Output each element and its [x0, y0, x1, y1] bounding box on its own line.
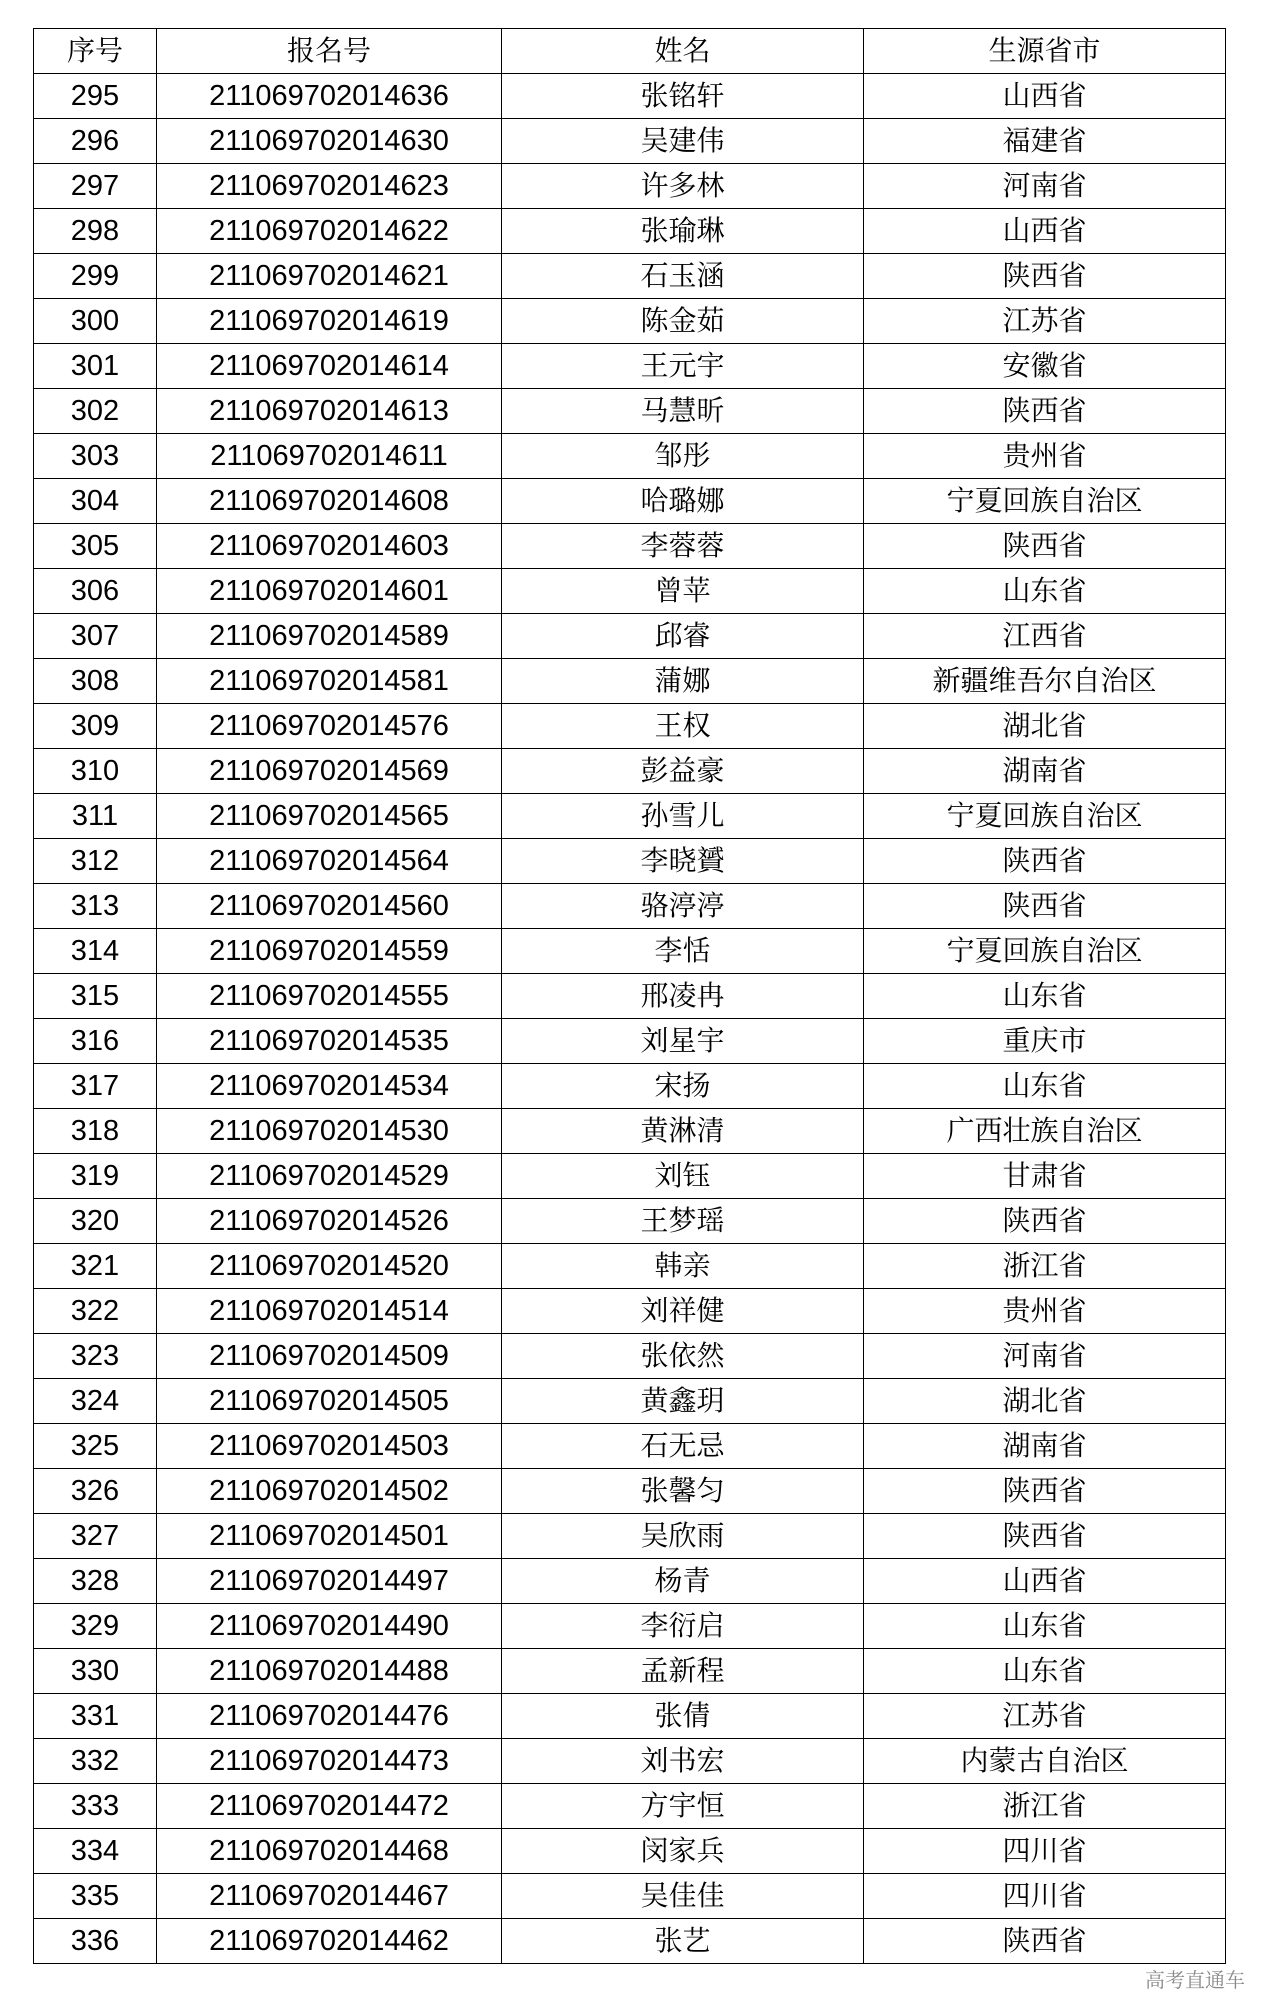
cell-province: 陕西省	[864, 1514, 1226, 1559]
table-row	[34, 1874, 1226, 1919]
cell-seq: 324	[34, 1379, 157, 1424]
table-row	[34, 1739, 1226, 1784]
table-row	[34, 479, 1226, 524]
cell-name: 王梦瑶	[502, 1199, 864, 1244]
cell-seq: 334	[34, 1829, 157, 1874]
cell-name: 刘星宇	[502, 1019, 864, 1064]
cell-seq: 298	[34, 209, 157, 254]
header-province: 生源省市	[864, 29, 1226, 74]
header-name: 姓名	[502, 29, 864, 74]
cell-reg-no: 211069702014476	[157, 1694, 502, 1739]
table-row	[34, 209, 1226, 254]
cell-name: 王权	[502, 704, 864, 749]
cell-seq: 296	[34, 119, 157, 164]
cell-seq: 311	[34, 794, 157, 839]
cell-name: 张倩	[502, 1694, 864, 1739]
table-row	[34, 434, 1226, 479]
table-row	[34, 1829, 1226, 1874]
cell-province: 江西省	[864, 614, 1226, 659]
table-row	[34, 1784, 1226, 1829]
cell-reg-no: 211069702014526	[157, 1199, 502, 1244]
table-row	[34, 1379, 1226, 1424]
cell-province: 宁夏回族自治区	[864, 929, 1226, 974]
cell-province: 湖北省	[864, 704, 1226, 749]
cell-reg-no: 211069702014565	[157, 794, 502, 839]
table-row	[34, 569, 1226, 614]
cell-province: 山东省	[864, 1604, 1226, 1649]
header-seq: 序号	[34, 29, 157, 74]
cell-reg-no: 211069702014503	[157, 1424, 502, 1469]
cell-name: 哈璐娜	[502, 479, 864, 524]
table-row	[34, 794, 1226, 839]
cell-reg-no: 211069702014490	[157, 1604, 502, 1649]
cell-reg-no: 211069702014611	[157, 434, 502, 479]
cell-seq: 328	[34, 1559, 157, 1604]
table-row	[34, 524, 1226, 569]
cell-reg-no: 211069702014520	[157, 1244, 502, 1289]
cell-province: 浙江省	[864, 1244, 1226, 1289]
cell-reg-no: 211069702014462	[157, 1919, 502, 1964]
table-row	[34, 1604, 1226, 1649]
table-row	[34, 929, 1226, 974]
cell-province: 陕西省	[864, 839, 1226, 884]
cell-name: 方宇恒	[502, 1784, 864, 1829]
cell-province: 宁夏回族自治区	[864, 794, 1226, 839]
cell-name: 邱睿	[502, 614, 864, 659]
table-row	[34, 659, 1226, 704]
cell-seq: 304	[34, 479, 157, 524]
cell-reg-no: 211069702014467	[157, 1874, 502, 1919]
cell-province: 山东省	[864, 569, 1226, 614]
cell-province: 陕西省	[864, 524, 1226, 569]
cell-seq: 302	[34, 389, 157, 434]
cell-name: 李晓贇	[502, 839, 864, 884]
table-row	[34, 1424, 1226, 1469]
cell-seq: 321	[34, 1244, 157, 1289]
table-body	[34, 74, 1226, 1964]
cell-reg-no: 211069702014589	[157, 614, 502, 659]
cell-name: 张艺	[502, 1919, 864, 1964]
cell-seq: 336	[34, 1919, 157, 1964]
cell-province: 陕西省	[864, 389, 1226, 434]
cell-name: 宋扬	[502, 1064, 864, 1109]
cell-name: 黄淋清	[502, 1109, 864, 1154]
cell-province: 山东省	[864, 1064, 1226, 1109]
cell-reg-no: 211069702014530	[157, 1109, 502, 1154]
cell-seq: 309	[34, 704, 157, 749]
table-row	[34, 614, 1226, 659]
cell-name: 许多林	[502, 164, 864, 209]
cell-reg-no: 211069702014505	[157, 1379, 502, 1424]
cell-seq: 306	[34, 569, 157, 614]
table-row	[34, 749, 1226, 794]
table-row	[34, 389, 1226, 434]
cell-name: 张铭轩	[502, 74, 864, 119]
cell-name: 孟新程	[502, 1649, 864, 1694]
cell-seq: 327	[34, 1514, 157, 1559]
cell-name: 王元宇	[502, 344, 864, 389]
cell-province: 山东省	[864, 974, 1226, 1019]
cell-reg-no: 211069702014559	[157, 929, 502, 974]
cell-seq: 335	[34, 1874, 157, 1919]
cell-province: 贵州省	[864, 434, 1226, 479]
cell-name: 闵家兵	[502, 1829, 864, 1874]
cell-reg-no: 211069702014636	[157, 74, 502, 119]
cell-reg-no: 211069702014630	[157, 119, 502, 164]
table-row	[34, 1244, 1226, 1289]
cell-reg-no: 211069702014608	[157, 479, 502, 524]
cell-name: 石无忌	[502, 1424, 864, 1469]
cell-seq: 323	[34, 1334, 157, 1379]
cell-seq: 316	[34, 1019, 157, 1064]
cell-reg-no: 211069702014502	[157, 1469, 502, 1514]
cell-seq: 331	[34, 1694, 157, 1739]
table-row	[34, 839, 1226, 884]
cell-name: 陈金茹	[502, 299, 864, 344]
cell-seq: 310	[34, 749, 157, 794]
cell-province: 福建省	[864, 119, 1226, 164]
cell-name: 邢凌冉	[502, 974, 864, 1019]
cell-reg-no: 211069702014468	[157, 1829, 502, 1874]
cell-province: 新疆维吾尔自治区	[864, 659, 1226, 704]
cell-seq: 326	[34, 1469, 157, 1514]
table-row	[34, 704, 1226, 749]
cell-seq: 320	[34, 1199, 157, 1244]
table-row	[34, 1154, 1226, 1199]
table-row	[34, 74, 1226, 119]
cell-province: 陕西省	[864, 884, 1226, 929]
cell-reg-no: 211069702014473	[157, 1739, 502, 1784]
cell-name: 韩亲	[502, 1244, 864, 1289]
cell-seq: 312	[34, 839, 157, 884]
cell-reg-no: 211069702014560	[157, 884, 502, 929]
cell-province: 重庆市	[864, 1019, 1226, 1064]
cell-name: 曾苹	[502, 569, 864, 614]
cell-reg-no: 211069702014614	[157, 344, 502, 389]
cell-province: 甘肃省	[864, 1154, 1226, 1199]
cell-reg-no: 211069702014501	[157, 1514, 502, 1559]
cell-province: 湖北省	[864, 1379, 1226, 1424]
watermark-text: 高考直通车	[1145, 1968, 1245, 1992]
cell-name: 张依然	[502, 1334, 864, 1379]
table-row	[34, 1199, 1226, 1244]
cell-reg-no: 211069702014619	[157, 299, 502, 344]
cell-reg-no: 211069702014603	[157, 524, 502, 569]
cell-name: 李恬	[502, 929, 864, 974]
cell-name: 吴建伟	[502, 119, 864, 164]
table-row	[34, 119, 1226, 164]
cell-seq: 315	[34, 974, 157, 1019]
table-row	[34, 1694, 1226, 1739]
cell-province: 山西省	[864, 1559, 1226, 1604]
cell-name: 杨青	[502, 1559, 864, 1604]
cell-seq: 305	[34, 524, 157, 569]
cell-seq: 318	[34, 1109, 157, 1154]
cell-reg-no: 211069702014601	[157, 569, 502, 614]
cell-name: 黄鑫玥	[502, 1379, 864, 1424]
cell-seq: 307	[34, 614, 157, 659]
cell-province: 河南省	[864, 164, 1226, 209]
cell-province: 江苏省	[864, 1694, 1226, 1739]
cell-province: 安徽省	[864, 344, 1226, 389]
cell-reg-no: 211069702014613	[157, 389, 502, 434]
table-row	[34, 1334, 1226, 1379]
cell-province: 陕西省	[864, 1469, 1226, 1514]
cell-reg-no: 211069702014497	[157, 1559, 502, 1604]
cell-seq: 319	[34, 1154, 157, 1199]
cell-reg-no: 211069702014564	[157, 839, 502, 884]
cell-name: 李衍启	[502, 1604, 864, 1649]
cell-seq: 325	[34, 1424, 157, 1469]
table-header	[34, 29, 1226, 74]
cell-province: 河南省	[864, 1334, 1226, 1379]
table-row	[34, 1109, 1226, 1154]
table-row	[34, 1514, 1226, 1559]
cell-reg-no: 211069702014569	[157, 749, 502, 794]
cell-province: 四川省	[864, 1829, 1226, 1874]
cell-reg-no: 211069702014529	[157, 1154, 502, 1199]
cell-seq: 300	[34, 299, 157, 344]
table-row	[34, 884, 1226, 929]
cell-seq: 332	[34, 1739, 157, 1784]
cell-reg-no: 211069702014509	[157, 1334, 502, 1379]
cell-seq: 313	[34, 884, 157, 929]
cell-province: 江苏省	[864, 299, 1226, 344]
cell-name: 孙雪儿	[502, 794, 864, 839]
table-row	[34, 1559, 1226, 1604]
cell-reg-no: 211069702014534	[157, 1064, 502, 1109]
cell-seq: 303	[34, 434, 157, 479]
cell-reg-no: 211069702014621	[157, 254, 502, 299]
cell-reg-no: 211069702014514	[157, 1289, 502, 1334]
cell-reg-no: 211069702014535	[157, 1019, 502, 1064]
table-row	[34, 1019, 1226, 1064]
cell-reg-no: 211069702014581	[157, 659, 502, 704]
cell-reg-no: 211069702014576	[157, 704, 502, 749]
cell-name: 石玉涵	[502, 254, 864, 299]
table-row	[34, 1469, 1226, 1514]
table-row	[34, 974, 1226, 1019]
cell-seq: 329	[34, 1604, 157, 1649]
cell-province: 陕西省	[864, 254, 1226, 299]
cell-province: 山西省	[864, 74, 1226, 119]
cell-reg-no: 211069702014472	[157, 1784, 502, 1829]
table-row	[34, 344, 1226, 389]
cell-seq: 308	[34, 659, 157, 704]
cell-name: 张馨匀	[502, 1469, 864, 1514]
table-row	[34, 1919, 1226, 1964]
cell-province: 陕西省	[864, 1199, 1226, 1244]
cell-province: 湖南省	[864, 749, 1226, 794]
cell-seq: 330	[34, 1649, 157, 1694]
table-row	[34, 1649, 1226, 1694]
admission-roster-table	[33, 28, 1226, 1964]
cell-reg-no: 211069702014488	[157, 1649, 502, 1694]
cell-name: 邹彤	[502, 434, 864, 479]
cell-province: 浙江省	[864, 1784, 1226, 1829]
cell-seq: 317	[34, 1064, 157, 1109]
cell-name: 吴佳佳	[502, 1874, 864, 1919]
cell-seq: 301	[34, 344, 157, 389]
cell-province: 湖南省	[864, 1424, 1226, 1469]
cell-province: 内蒙古自治区	[864, 1739, 1226, 1784]
cell-seq: 322	[34, 1289, 157, 1334]
cell-province: 广西壮族自治区	[864, 1109, 1226, 1154]
cell-province: 贵州省	[864, 1289, 1226, 1334]
cell-seq: 297	[34, 164, 157, 209]
cell-province: 陕西省	[864, 1919, 1226, 1964]
cell-seq: 295	[34, 74, 157, 119]
header-reg-no: 报名号	[157, 29, 502, 74]
cell-seq: 314	[34, 929, 157, 974]
cell-reg-no: 211069702014623	[157, 164, 502, 209]
table-row	[34, 254, 1226, 299]
cell-name: 彭益豪	[502, 749, 864, 794]
cell-name: 刘祥健	[502, 1289, 864, 1334]
cell-name: 蒲娜	[502, 659, 864, 704]
cell-province: 宁夏回族自治区	[864, 479, 1226, 524]
table-row	[34, 164, 1226, 209]
table-row	[34, 299, 1226, 344]
cell-name: 刘钰	[502, 1154, 864, 1199]
table-row	[34, 1064, 1226, 1109]
cell-name: 马慧昕	[502, 389, 864, 434]
header-row	[34, 29, 1226, 74]
cell-name: 李蓉蓉	[502, 524, 864, 569]
cell-name: 吴欣雨	[502, 1514, 864, 1559]
cell-name: 骆渟渟	[502, 884, 864, 929]
cell-province: 四川省	[864, 1874, 1226, 1919]
cell-name: 刘书宏	[502, 1739, 864, 1784]
cell-reg-no: 211069702014555	[157, 974, 502, 1019]
cell-reg-no: 211069702014622	[157, 209, 502, 254]
cell-province: 山东省	[864, 1649, 1226, 1694]
cell-province: 山西省	[864, 209, 1226, 254]
cell-seq: 333	[34, 1784, 157, 1829]
cell-seq: 299	[34, 254, 157, 299]
table-row	[34, 1289, 1226, 1334]
cell-name: 张瑜琳	[502, 209, 864, 254]
